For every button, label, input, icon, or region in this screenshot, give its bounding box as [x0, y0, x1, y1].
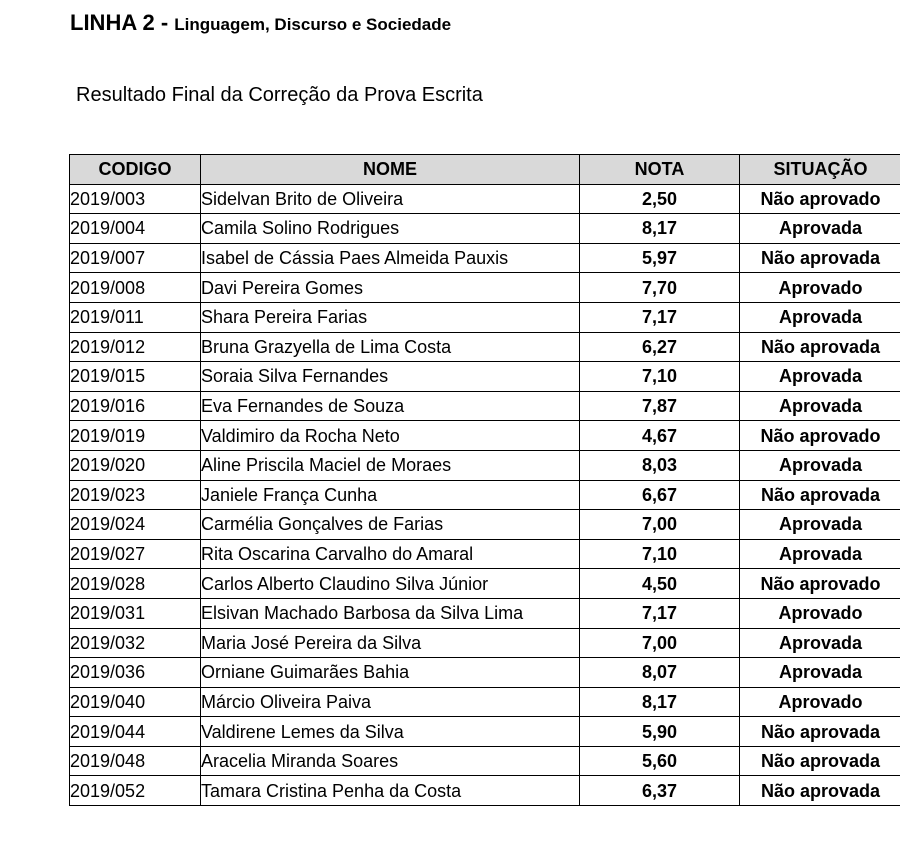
candidate-status: Aprovado — [740, 598, 900, 628]
candidate-code: 2019/048 — [70, 746, 201, 776]
candidate-grade: 7,00 — [580, 628, 740, 658]
candidate-status: Não aprovada — [740, 746, 900, 776]
candidate-status: Aprovada — [740, 450, 900, 480]
table-row — [70, 776, 900, 806]
candidate-code: 2019/019 — [70, 421, 201, 451]
candidate-status: Não aprovada — [740, 776, 900, 806]
candidate-name: Márcio Oliveira Paiva — [201, 687, 580, 717]
candidate-status: Não aprovado — [740, 421, 900, 451]
candidate-code: 2019/031 — [70, 598, 201, 628]
results-table — [69, 154, 900, 806]
candidate-status: Aprovada — [740, 391, 900, 421]
table-row — [70, 717, 900, 747]
candidate-grade: 8,07 — [580, 658, 740, 688]
candidate-grade: 7,10 — [580, 539, 740, 569]
results-table-body — [70, 184, 900, 805]
candidate-grade: 5,60 — [580, 746, 740, 776]
candidate-code: 2019/012 — [70, 332, 201, 362]
candidate-code: 2019/024 — [70, 510, 201, 540]
candidate-code: 2019/015 — [70, 362, 201, 392]
candidate-name: Elsivan Machado Barbosa da Silva Lima — [201, 598, 580, 628]
candidate-name: Soraia Silva Fernandes — [201, 362, 580, 392]
candidate-name: Maria José Pereira da Silva — [201, 628, 580, 658]
candidate-name: Carmélia Gonçalves de Farias — [201, 510, 580, 540]
candidate-grade: 7,00 — [580, 510, 740, 540]
candidate-status: Não aprovada — [740, 243, 900, 273]
candidate-grade: 7,17 — [580, 302, 740, 332]
candidate-code: 2019/036 — [70, 658, 201, 688]
candidate-grade: 4,67 — [580, 421, 740, 451]
candidate-status: Não aprovada — [740, 717, 900, 747]
candidate-code: 2019/011 — [70, 302, 201, 332]
table-row — [70, 510, 900, 540]
candidate-grade: 4,50 — [580, 569, 740, 599]
candidate-name: Shara Pereira Farias — [201, 302, 580, 332]
candidate-status: Não aprovado — [740, 569, 900, 599]
candidate-status: Aprovada — [740, 362, 900, 392]
candidate-status: Aprovada — [740, 302, 900, 332]
candidate-code: 2019/016 — [70, 391, 201, 421]
candidate-code: 2019/040 — [70, 687, 201, 717]
table-row — [70, 746, 900, 776]
candidate-name: Valdimiro da Rocha Neto — [201, 421, 580, 451]
table-row — [70, 362, 900, 392]
candidate-status: Aprovada — [740, 539, 900, 569]
candidate-code: 2019/023 — [70, 480, 201, 510]
candidate-grade: 7,10 — [580, 362, 740, 392]
candidate-status: Aprovada — [740, 214, 900, 244]
candidate-grade: 6,67 — [580, 480, 740, 510]
candidate-status: Não aprovada — [740, 480, 900, 510]
table-row — [70, 598, 900, 628]
candidate-grade: 8,03 — [580, 450, 740, 480]
candidate-status: Aprovada — [740, 510, 900, 540]
candidate-code: 2019/027 — [70, 539, 201, 569]
candidate-code: 2019/032 — [70, 628, 201, 658]
candidate-code: 2019/044 — [70, 717, 201, 747]
candidate-name: Tamara Cristina Penha da Costa — [201, 776, 580, 806]
candidate-name: Valdirene Lemes da Silva — [201, 717, 580, 747]
table-row — [70, 687, 900, 717]
research-line-label: LINHA 2 - — [70, 10, 175, 35]
column-header-status: SITUAÇÃO — [740, 155, 900, 185]
table-row — [70, 569, 900, 599]
table-row — [70, 332, 900, 362]
candidate-name: Janiele França Cunha — [201, 480, 580, 510]
candidate-status: Aprovado — [740, 273, 900, 303]
candidate-code: 2019/004 — [70, 214, 201, 244]
candidate-grade: 7,17 — [580, 598, 740, 628]
candidate-code: 2019/007 — [70, 243, 201, 273]
candidate-name: Eva Fernandes de Souza — [201, 391, 580, 421]
candidate-grade: 8,17 — [580, 214, 740, 244]
candidate-name: Rita Oscarina Carvalho do Amaral — [201, 539, 580, 569]
candidate-name: Sidelvan Brito de Oliveira — [201, 184, 580, 214]
candidate-name: Bruna Grazyella de Lima Costa — [201, 332, 580, 362]
candidate-name: Isabel de Cássia Paes Almeida Pauxis — [201, 243, 580, 273]
table-row — [70, 273, 900, 303]
candidate-grade: 6,37 — [580, 776, 740, 806]
table-row — [70, 184, 900, 214]
column-header-grade: NOTA — [580, 155, 740, 185]
candidate-grade: 5,97 — [580, 243, 740, 273]
table-row — [70, 450, 900, 480]
candidate-name: Camila Solino Rodrigues — [201, 214, 580, 244]
table-row — [70, 628, 900, 658]
candidate-code: 2019/020 — [70, 450, 201, 480]
table-row — [70, 480, 900, 510]
document-heading — [70, 10, 451, 36]
candidate-code: 2019/003 — [70, 184, 201, 214]
candidate-code: 2019/052 — [70, 776, 201, 806]
candidate-status: Não aprovada — [740, 332, 900, 362]
candidate-code: 2019/028 — [70, 569, 201, 599]
candidate-grade: 8,17 — [580, 687, 740, 717]
column-header-name: NOME — [201, 155, 580, 185]
table-row — [70, 658, 900, 688]
table-row — [70, 391, 900, 421]
candidate-status: Não aprovado — [740, 184, 900, 214]
research-line-description: Linguagem, Discurso e Sociedade — [174, 15, 452, 34]
table-row — [70, 243, 900, 273]
candidate-grade: 2,50 — [580, 184, 740, 214]
candidate-name: Carlos Alberto Claudino Silva Júnior — [201, 569, 580, 599]
candidate-name: Aracelia Miranda Soares — [201, 746, 580, 776]
candidate-name: Aline Priscila Maciel de Moraes — [201, 450, 580, 480]
candidate-status: Aprovada — [740, 628, 900, 658]
candidate-grade: 7,70 — [580, 273, 740, 303]
candidate-status: Aprovado — [740, 687, 900, 717]
candidate-grade: 6,27 — [580, 332, 740, 362]
candidate-grade: 7,87 — [580, 391, 740, 421]
candidate-code: 2019/008 — [70, 273, 201, 303]
table-row — [70, 421, 900, 451]
candidate-name: Davi Pereira Gomes — [201, 273, 580, 303]
table-row — [70, 302, 900, 332]
candidate-status: Aprovada — [740, 658, 900, 688]
table-header-row — [70, 155, 900, 185]
column-header-code: CODIGO — [70, 155, 201, 185]
table-row — [70, 214, 900, 244]
candidate-grade: 5,90 — [580, 717, 740, 747]
candidate-name: Orniane Guimarães Bahia — [201, 658, 580, 688]
document-subtitle: Resultado Final da Correção da Prova Escrita — [76, 84, 483, 106]
table-row — [70, 539, 900, 569]
